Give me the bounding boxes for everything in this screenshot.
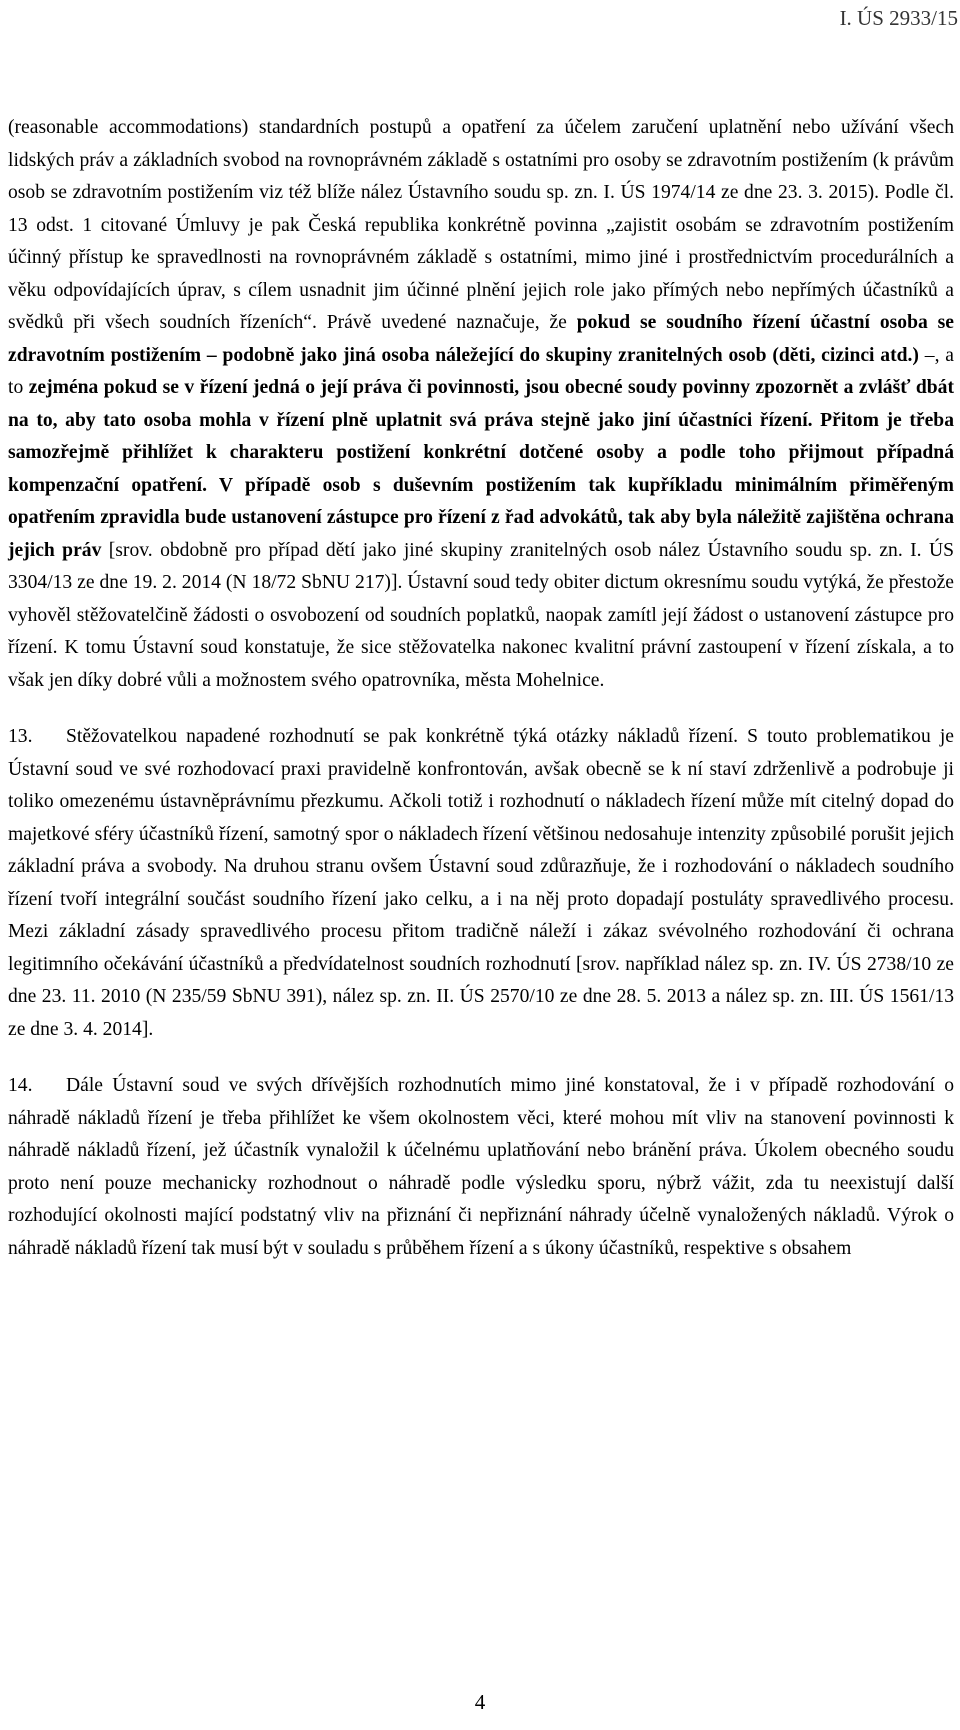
- text-segment: –, a to: [8, 344, 954, 398]
- document-body: [8, 112, 954, 1265]
- text-segment: Stěžovatelkou napadené rozhodnutí se pak konkrétně týká otázky nákladů řízení. S touto problematikou je Ústavní soud ve své rozhodovací praxi pravidelně konfrontován, avšak obecně se k ní staví zdrženlivě a podrobuje ji toliko omezenému ústavněprávnímu přezkumu. Ačkoli totiž i rozhodnutí o nákladech řízení může mít citelný dopad do majetkové sféry účastníků řízení, samotný spor o nákladech řízení většinou nedosahuje intenzity způsobilé porušit jejich základní práva a svobody. Na druhou stranu ovšem Ústavní soud zdůrazňuje, že i rozhodování o nákladech soudního řízení tvoří integrální součást soudního řízení jako celku, a i na něj proto dopadají postuláty spravedlivého procesu. Mezi základní zásady spravedlivého procesu přitom tradičně náleží i zákaz svévolného rozhodování či ochrana legitimního očekávání účastníků a předvídatelnost soudních rozhodnutí [srov. například nález sp. zn. IV. ÚS 2738/10 ze dne 23. 11. 2010 (N 235/59 SbNU 391), nález sp. zn. II. ÚS 2570/10 ze dne 28. 5. 2013 a nález sp. zn. III. ÚS 1561/13 ze dne 3. 4. 2014].: [8, 726, 954, 1040]
- bold-text-segment: zejména pokud se v řízení jedná o její práva či povinnosti, jsou obecné soudy povinny zpozornět a zvlášť dbát na to, aby tato osoba mohla v řízení plně uplatnit svá práva stejně jako jiní účastníci řízení. Přitom je třeba samozřejmě přihlížet k charakteru postižení konkrétní dotčené osoby a podle toho přijmout případná kompenzační opatření. V případě osob s duševním postižením tak kupříkladu minimálním přiměřeným opatřením zpravidla bude ustanovení zástupce pro řízení z řad advokátů, tak aby byla náležitě zajištěna ochrana jejich práv: [8, 377, 955, 561]
- bold-text-segment: pokud se soudního řízení účastní osoba se zdravotním postižením – podobně jako jiná osoba náležející do skupiny zranitelných osob (děti, cizinci atd.): [8, 312, 954, 366]
- paragraph-14: [8, 1070, 954, 1265]
- paragraph-number: 13.: [8, 726, 33, 747]
- paragraph-12-continuation: [8, 112, 954, 697]
- text-segment: [srov. obdobně pro případ dětí jako jiné skupiny zranitelných osob nález Ústavního soudu sp. zn. I. ÚS 3304/13 ze dne 19. 2. 2014 (N 18/72 SbNU 217)]. Ústavní soud tedy obiter dictum okresnímu soudu vytýká, že přestože vyhověl stěžovatelčině žádosti o osvobození od soudních poplatků, naopak zamítl její žádost o ustanovení zástupce pro řízení. K tomu Ústavní soud konstatuje, že sice stěžovatelka nakonec kvalitní právní zastoupení v řízení získala, a to však jen díky dobré vůli a možnostem svého opatrovníka, města Mohelnice.: [8, 539, 954, 691]
- text-segment: (reasonable accommodations) standardních postupů a opatření za účelem zaručení uplatnění nebo užívání všech lidských práv a základních svobod na rovnoprávném základě s ostatními pro osoby se zdravotním postižením (k právům osob se zdravotním postižením viz též blíže nález Ústavního soudu sp. zn. I. ÚS 1974/14 ze dne 23. 3. 2015). Podle čl. 13 odst. 1 citované Úmluvy je pak Česká republika konkrétně povinna „zajistit osobám se zdravotním postižením účinný přístup ke spravedlnosti na rovnoprávném základě s ostatními, mimo jiné i prostřednictvím procedurálních a věku odpovídajících úprav, s cílem usnadnit jim účinné plnění jejich role jako přímých nebo nepřímých účastníků a svědků při všech soudních řízeních“. Právě uvedené naznačuje, že: [8, 117, 954, 333]
- case-number-header: I. ÚS 2933/15: [839, 6, 958, 30]
- text-segment: Dále Ústavní soud ve svých dřívějších rozhodnutích mimo jiné konstatoval, že i v případě rozhodování o náhradě nákladů řízení je třeba přihlížet ke všem okolnostem věci, které mohou mít vliv na stanovení povinnosti k náhradě nákladů řízení, jež účastník vynaložil k účelnému uplatňování nebo bránění práva. Úkolem obecného soudu proto není pouze mechanicky rozhodnout o náhradě podle výsledku sporu, nýbrž vážit, zda tu neexistují další rozhodující okolnosti mající podstatný vliv na přiznání či nepřiznání náhrady účelně vynaložených nákladů. Výrok o náhradě nákladů řízení tak musí být v souladu s průběhem řízení a s úkony účastníků, respektive s obsahem: [8, 1075, 954, 1259]
- page-number: 4: [474, 1690, 486, 1714]
- paragraph-13: [8, 721, 954, 1046]
- paragraph-number: 14.: [8, 1075, 33, 1096]
